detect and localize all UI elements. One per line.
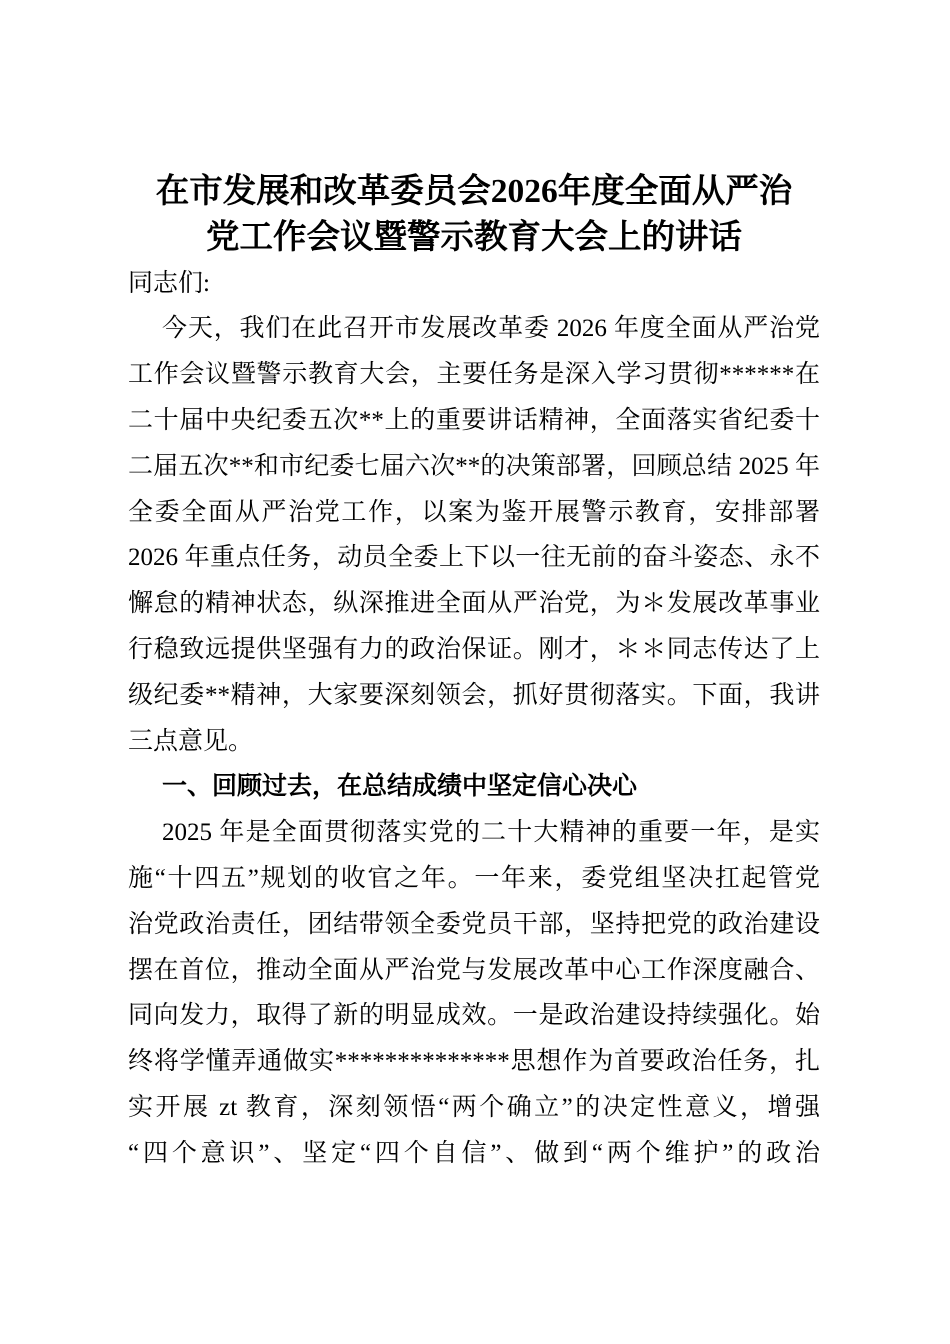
opening-paragraph-line-3: 二十届中央纪委五次**上的重要讲话精神，全面落实省纪委十	[128, 406, 820, 434]
section-1-paragraph-line-1: 2025 年是全面贯彻落实党的二十大精神的重要一年，是实	[162, 819, 820, 847]
opening-paragraph-line-2: 工作会议暨警示教育大会，主要任务是深入学习贯彻******在	[128, 361, 820, 389]
opening-paragraph-line-4: 二届五次**和市纪委七届六次**的决策部署，回顾总结 2025 年	[128, 452, 820, 480]
opening-paragraph	[128, 306, 820, 764]
section-1-paragraph-line-2: 施“十四五”规划的收官之年。一年来，委党组坚决扛起管党	[128, 864, 820, 892]
section-1-paragraph-line-3: 治党政治责任，团结带领全委党员干部，坚持把党的政治建设	[128, 910, 820, 938]
opening-paragraph-line-10: 三点意见。	[128, 727, 254, 755]
document-body	[128, 169, 820, 1177]
section-1-paragraph-line-8: “四个意识”、坚定“四个自信”、做到“两个维护”的政治	[128, 1139, 820, 1167]
document-title-line-2: 党工作会议暨警示教育大会上的讲话	[206, 218, 742, 256]
section-1-paragraph-line-4: 摆在首位，推动全面从严治党与发展改革中心工作深度融合、	[128, 956, 820, 984]
opening-paragraph-line-7: 懈怠的精神状态，纵深推进全面从严治党，为＊发展改革事业	[128, 590, 820, 618]
section-1-paragraph	[128, 810, 820, 1176]
section-1-paragraph-line-6: 终将学懂弄通做实**************思想作为首要政治任务，扎	[128, 1048, 820, 1076]
opening-paragraph-line-9: 级纪委**精神，大家要深刻领会，抓好贯彻落实。下面，我讲	[128, 681, 820, 709]
section-1-paragraph-line-5: 同向发力，取得了新的明显成效。一是政治建设持续强化。始	[128, 1002, 820, 1030]
opening-paragraph-line-6: 2026 年重点任务，动员全委上下以一往无前的奋斗姿态、永不	[128, 544, 820, 572]
opening-paragraph-line-1: 今天，我们在此召开市发展改革委 2026 年度全面从严治党	[162, 315, 820, 343]
opening-paragraph-line-5: 全委全面从严治党工作，以案为鉴开展警示教育，安排部署	[128, 498, 820, 526]
opening-paragraph-line-8: 行稳致远提供坚强有力的政治保证。刚才，＊＊同志传达了上	[128, 635, 820, 663]
document-title-line-1: 在市发展和改革委员会2026年度全面从严治	[155, 173, 793, 210]
section-1-paragraph-line-7: 实开展 zt 教育，深刻领悟“两个确立”的决定性意义，增强	[128, 1093, 820, 1121]
section-1-heading: 一、回顾过去，在总结成绩中坚定信心决心	[162, 773, 638, 801]
salutation: 同志们:	[128, 269, 210, 297]
